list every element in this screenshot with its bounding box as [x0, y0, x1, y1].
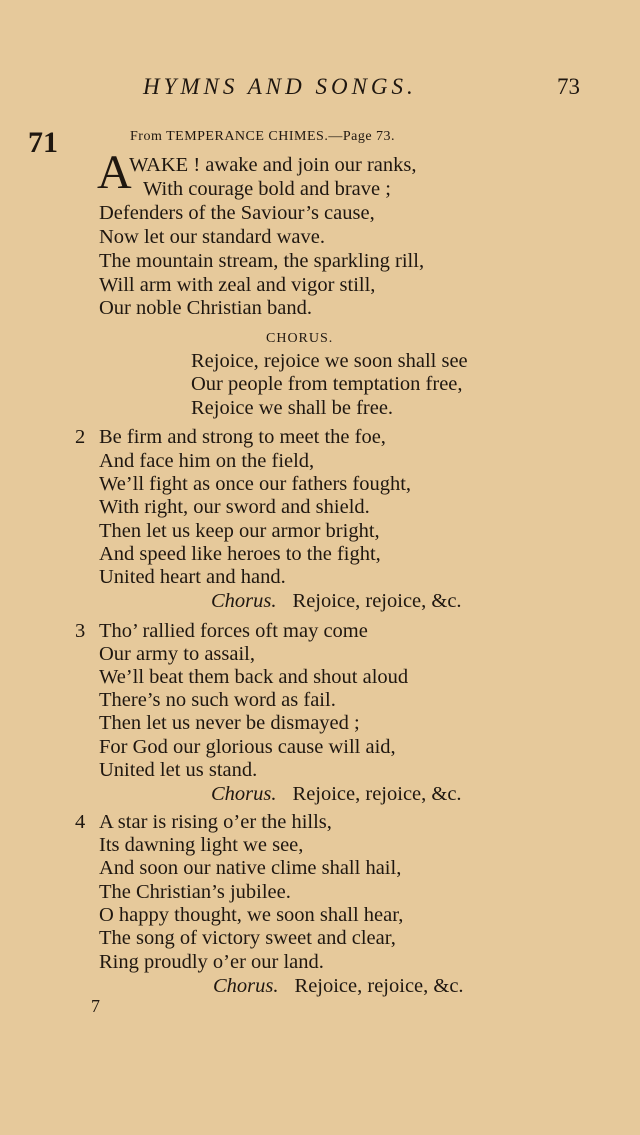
page-number: 73: [557, 74, 580, 99]
chorus-reference: [211, 783, 462, 806]
verse2-line: With right, our sword and shield.: [99, 496, 370, 518]
verse2-line: We’ll fight as once our fathers fought,: [99, 473, 412, 495]
verse4-line: Ring proudly o’er our land.: [99, 951, 324, 973]
verse3-line: Tho’ rallied forces oft may come: [99, 620, 368, 642]
verse3-line: Then let us never be dismayed ;: [99, 712, 360, 734]
verse3-line: United let us stand.: [99, 759, 258, 781]
verse4-line: And soon our native clime shall hail,: [99, 857, 402, 879]
verse4-line: A star is rising o’er the hills,: [99, 811, 332, 833]
hymn-source: From TEMPERANCE CHIMES.—Page 73.: [130, 129, 396, 144]
chorus-reference: [213, 975, 464, 998]
verse2-line: And speed like heroes to the fight,: [99, 543, 381, 565]
verse3-line: There’s no such word as fail.: [99, 689, 336, 711]
verse3-line: For God our glorious cause will aid,: [99, 736, 396, 758]
verse1-line: Our noble Christian band.: [99, 297, 312, 319]
verse4-line: Its dawning light we see,: [99, 834, 304, 856]
hymn-number: 71: [28, 126, 58, 159]
verse1-line: Will arm with zeal and vigor still,: [99, 274, 376, 296]
verse2-line: Be firm and strong to meet the foe,: [99, 426, 386, 448]
chorus-heading: CHORUS.: [266, 331, 334, 346]
verse1-line: Now let our standard wave.: [99, 226, 326, 248]
verse2-line: United heart and hand.: [99, 566, 286, 588]
verse4-line: The Christian’s jubilee.: [99, 881, 291, 903]
verse1-line: WAKE ! awake and join our ranks,: [129, 154, 417, 176]
verse-number: 3: [75, 620, 86, 642]
chorus-ref-text: Rejoice, rejoice, &c.: [292, 590, 462, 612]
verse1-line: Defenders of the Saviour’s cause,: [99, 202, 375, 224]
chorus-ref-text: Rejoice, rejoice, &c.: [292, 783, 462, 805]
chorus-line: Rejoice, rejoice we soon shall see: [191, 350, 468, 372]
chorus-ref-label: Chorus.: [213, 975, 279, 997]
verse4-line: O happy thought, we soon shall hear,: [99, 904, 404, 926]
verse3-line: We’ll beat them back and shout aloud: [99, 666, 409, 688]
drop-cap: A: [97, 146, 132, 199]
chorus-reference: [211, 590, 462, 613]
running-head: [0, 74, 640, 104]
signature-mark: 7: [91, 996, 100, 1016]
chorus-ref-label: Chorus.: [211, 590, 277, 612]
verse3-line: Our army to assail,: [99, 643, 255, 665]
verse2-line: And face him on the field,: [99, 450, 315, 472]
chorus-line: Rejoice we shall be free.: [191, 397, 394, 419]
chorus-line: Our people from temptation free,: [191, 373, 463, 395]
chorus-ref-label: Chorus.: [211, 783, 277, 805]
running-title: HYMNS AND SONGS.: [143, 74, 417, 99]
verse-number: 2: [75, 426, 86, 448]
verse1-line: The mountain stream, the sparkling rill,: [99, 250, 425, 272]
chorus-ref-text: Rejoice, rejoice, &c.: [294, 975, 464, 997]
verse2-line: Then let us keep our armor bright,: [99, 520, 380, 542]
verse-number: 4: [75, 811, 86, 833]
verse4-line: The song of victory sweet and clear,: [99, 927, 396, 949]
verse1-line: With courage bold and brave ;: [143, 178, 391, 200]
